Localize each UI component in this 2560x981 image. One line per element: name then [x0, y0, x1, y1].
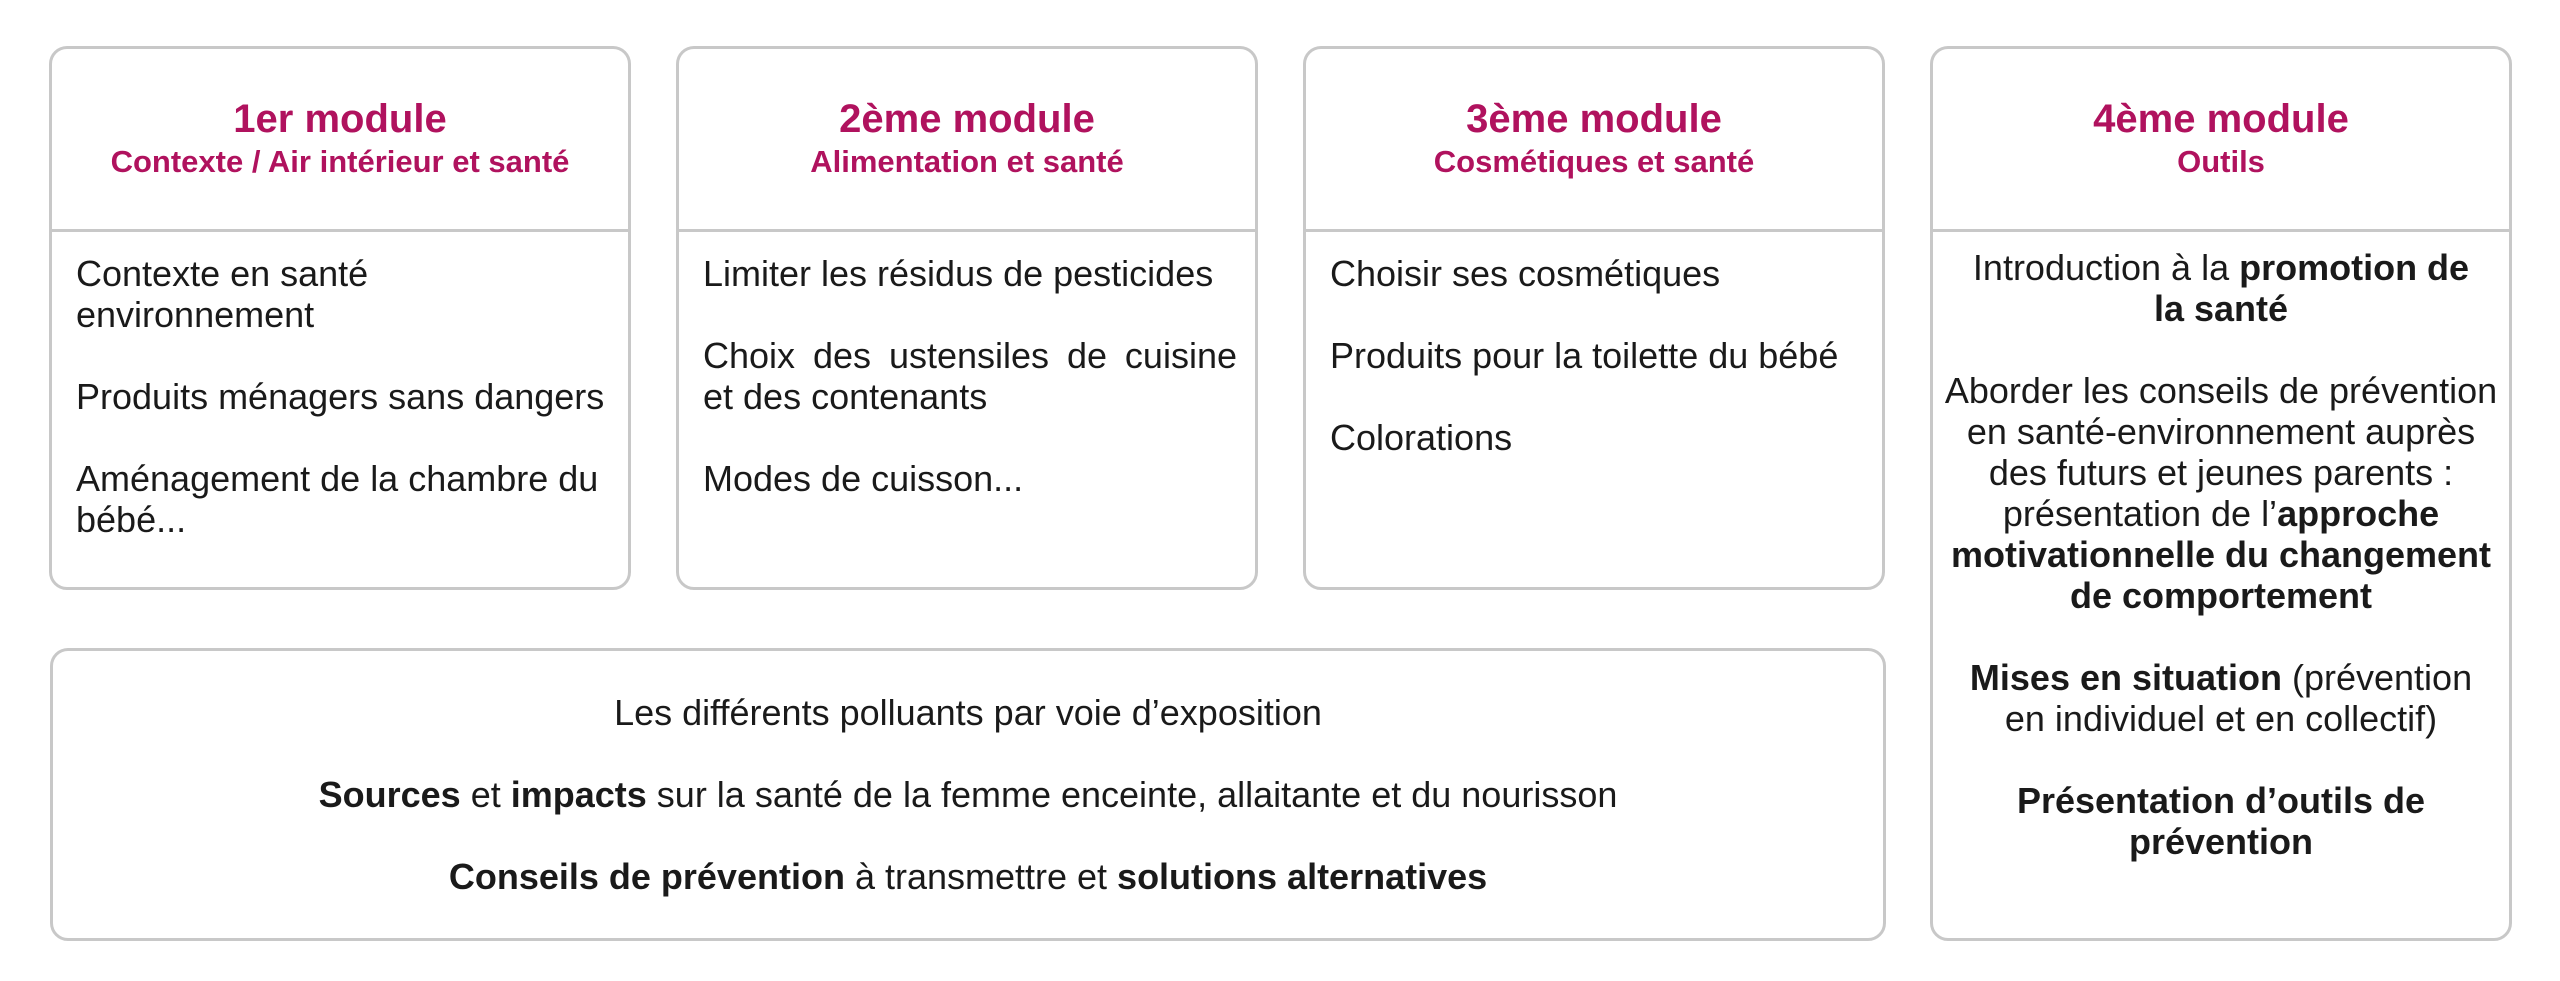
- impacts-bold: impacts: [510, 774, 647, 815]
- module-4-intro-bold: promotion de la santé: [2153, 247, 2470, 329]
- module-3-subtitle: Cosmétiques et santé: [1433, 144, 1755, 179]
- module-4-situations: [1943, 657, 2499, 739]
- module-3-item: Produits pour la toilette du bébé: [1330, 335, 1839, 376]
- module-2-item: Limiter les résidus de pesticides: [703, 253, 1214, 294]
- module-1-subtitle: Contexte / Air intérieur et santé: [110, 144, 570, 179]
- module-1-body: [76, 253, 610, 581]
- alternative-solutions-bold: solutions alternatives: [1117, 856, 1488, 897]
- module-1-item: Produits ménagers sans dangers: [76, 376, 605, 417]
- module-1-card: [49, 46, 631, 590]
- common-line-1: Les différents polluants par voie d’exposition: [614, 692, 1322, 733]
- common-line-2-text: et: [460, 774, 511, 815]
- module-4-subtitle: Outils: [2177, 144, 2265, 179]
- module-2-subtitle: Alimentation et santé: [810, 144, 1124, 179]
- module-2-title: 2ème module: [839, 97, 1095, 141]
- module-4-situations-bold: Mises en situation: [1969, 657, 2282, 698]
- sources-bold: Sources: [318, 774, 461, 815]
- module-1-title: 1er module: [233, 97, 447, 141]
- module-2-header: [679, 49, 1255, 232]
- module-3-item: Colorations: [1330, 417, 1513, 458]
- module-2-card: [676, 46, 1258, 590]
- common-content-box: [50, 648, 1886, 941]
- module-4-intro-text: Introduction à la: [1972, 247, 2240, 288]
- module-3-card: [1303, 46, 1885, 590]
- module-2-body: [703, 253, 1237, 540]
- module-4-approach-bold: approche motivationnelle du changement de comportement: [1950, 493, 2492, 616]
- module-3-title: 3ème module: [1466, 97, 1722, 141]
- common-line-3-text: à transmettre et: [844, 856, 1118, 897]
- module-4-tools: Présentation d’outils de prévention: [2016, 780, 2426, 862]
- common-line-3: [449, 856, 1487, 897]
- module-1-item: Contexte en santé environnement: [76, 253, 369, 335]
- common-line-2-rest: sur la santé de la femme enceinte, allaitante et du nourisson: [646, 774, 1618, 815]
- module-4-approach-text: Aborder les conseils de prévention en santé-environnement auprès des futurs et jeunes parents : présentation de l’: [1944, 370, 2498, 534]
- module-4-intro: [1943, 247, 2499, 329]
- module-3-item: Choisir ses cosmétiques: [1330, 253, 1721, 294]
- module-4-header: [1933, 49, 2509, 232]
- common-line-2: [319, 774, 1618, 815]
- module-1-item: Aménagement de la chambre du bébé...: [76, 458, 599, 540]
- module-4-body: [1943, 247, 2499, 862]
- module-2-item: Modes de cuisson...: [703, 458, 1024, 499]
- module-3-header: [1306, 49, 1882, 232]
- module-3-body: [1330, 253, 1864, 499]
- module-4-approach: [1943, 370, 2499, 616]
- prevention-advice-bold: Conseils de prévention: [448, 856, 845, 897]
- module-4-card: [1930, 46, 2512, 941]
- module-2-item: Choix des ustensiles de cuisine et des contenants: [703, 335, 1237, 417]
- module-4-title: 4ème module: [2093, 97, 2349, 141]
- module-1-header: [52, 49, 628, 232]
- module-4-situations-text: (prévention en individuel et en collectif): [2004, 657, 2473, 739]
